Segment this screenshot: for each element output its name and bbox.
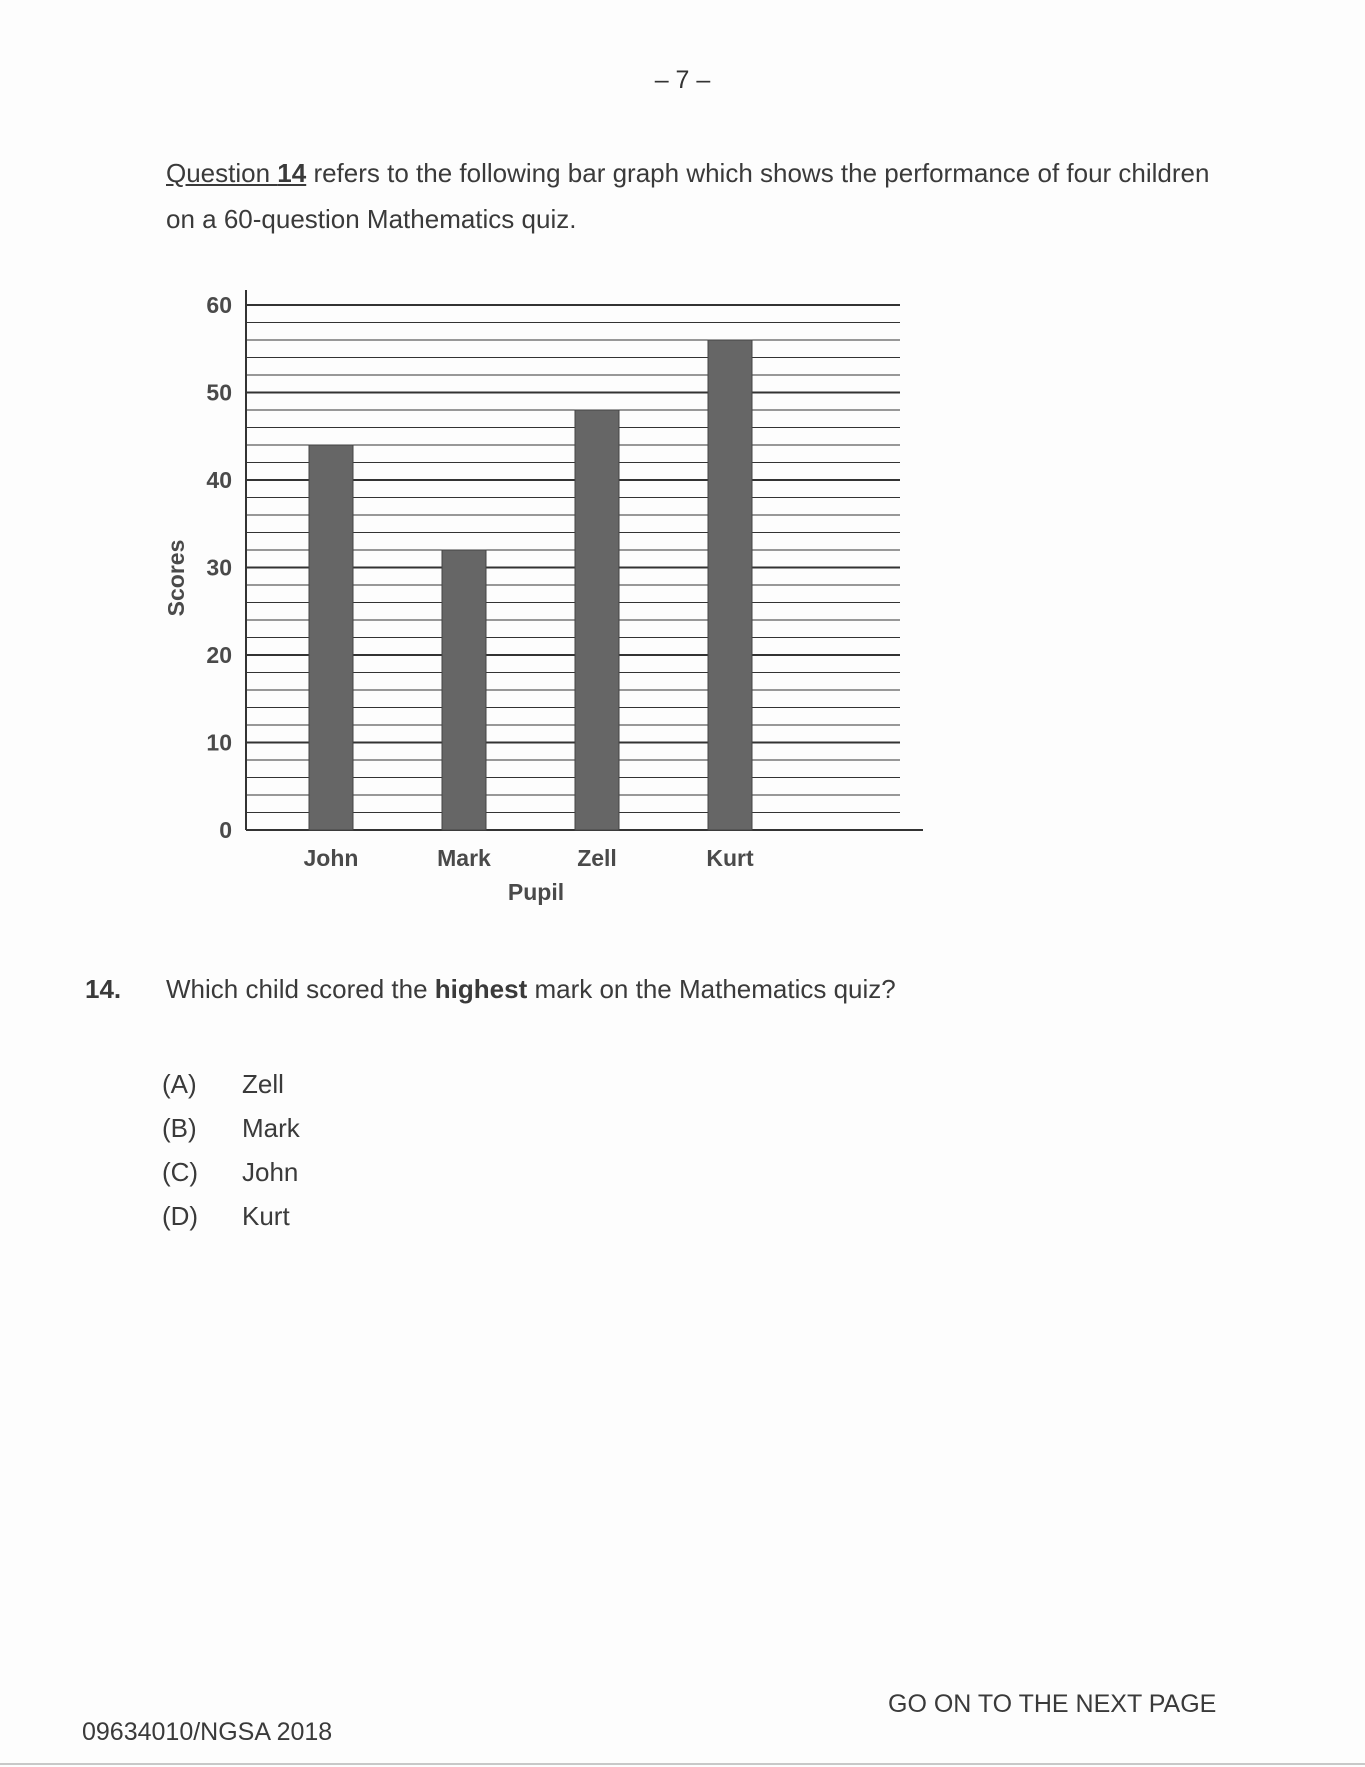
y-tick-label: 10 (206, 729, 232, 756)
option-a[interactable] (162, 1062, 300, 1106)
y-axis-title: Scores (163, 539, 189, 617)
x-tick-label: John (303, 845, 359, 871)
intro-text-line1: refers to the following bar graph which shows the performance of four children (306, 158, 1210, 188)
option-text: Mark (242, 1112, 300, 1143)
option-text: Zell (242, 1068, 284, 1099)
x-tick-label: Zell (577, 845, 617, 871)
intro-text-line2: on a 60-question Mathematics quiz. (166, 204, 577, 234)
question-text (166, 974, 896, 1005)
x-tick-label: Mark (437, 845, 491, 871)
option-text: John (242, 1156, 299, 1187)
y-tick-label: 40 (206, 467, 232, 493)
question-number: 14. (85, 974, 122, 1004)
question-reference (166, 158, 306, 188)
question-intro (166, 150, 1246, 242)
option-letter: (B) (162, 1112, 197, 1143)
question-text-after: mark on the Mathematics quiz? (527, 974, 896, 1004)
next-page-notice: GO ON TO THE NEXT PAGE (888, 1690, 1217, 1718)
question-text-bold: highest (434, 974, 528, 1004)
question-reference-number: 14 (277, 158, 307, 188)
bar-mark (442, 550, 486, 830)
y-tick-label: 50 (206, 379, 232, 406)
bar-zell (575, 410, 619, 830)
answer-options (162, 1062, 300, 1238)
option-text: Kurt (242, 1200, 290, 1231)
x-axis-title: Pupil (507, 879, 565, 905)
y-tick-label: 20 (206, 642, 232, 668)
y-tick-label: 30 (206, 554, 232, 581)
bar-kurt (708, 340, 752, 830)
page-number: – 7 – (654, 66, 711, 94)
bar-chart (150, 280, 950, 920)
option-d[interactable] (162, 1194, 300, 1238)
y-tick-label: 0 (219, 817, 232, 843)
option-b[interactable] (162, 1106, 300, 1150)
scan-edge-line (0, 1763, 1365, 1765)
exam-code: 09634010/NGSA 2018 (82, 1718, 333, 1746)
x-tick-label: Kurt (706, 845, 754, 871)
option-letter: (D) (162, 1200, 199, 1231)
bar-john (309, 445, 353, 830)
bar-chart-svg (150, 280, 950, 920)
question-reference-prefix: Question (166, 158, 278, 188)
option-c[interactable] (162, 1150, 300, 1194)
option-letter: (A) (162, 1068, 197, 1099)
y-tick-label: 60 (206, 292, 232, 318)
option-letter: (C) (162, 1156, 199, 1187)
question-text-before: Which child scored the (166, 974, 435, 1004)
